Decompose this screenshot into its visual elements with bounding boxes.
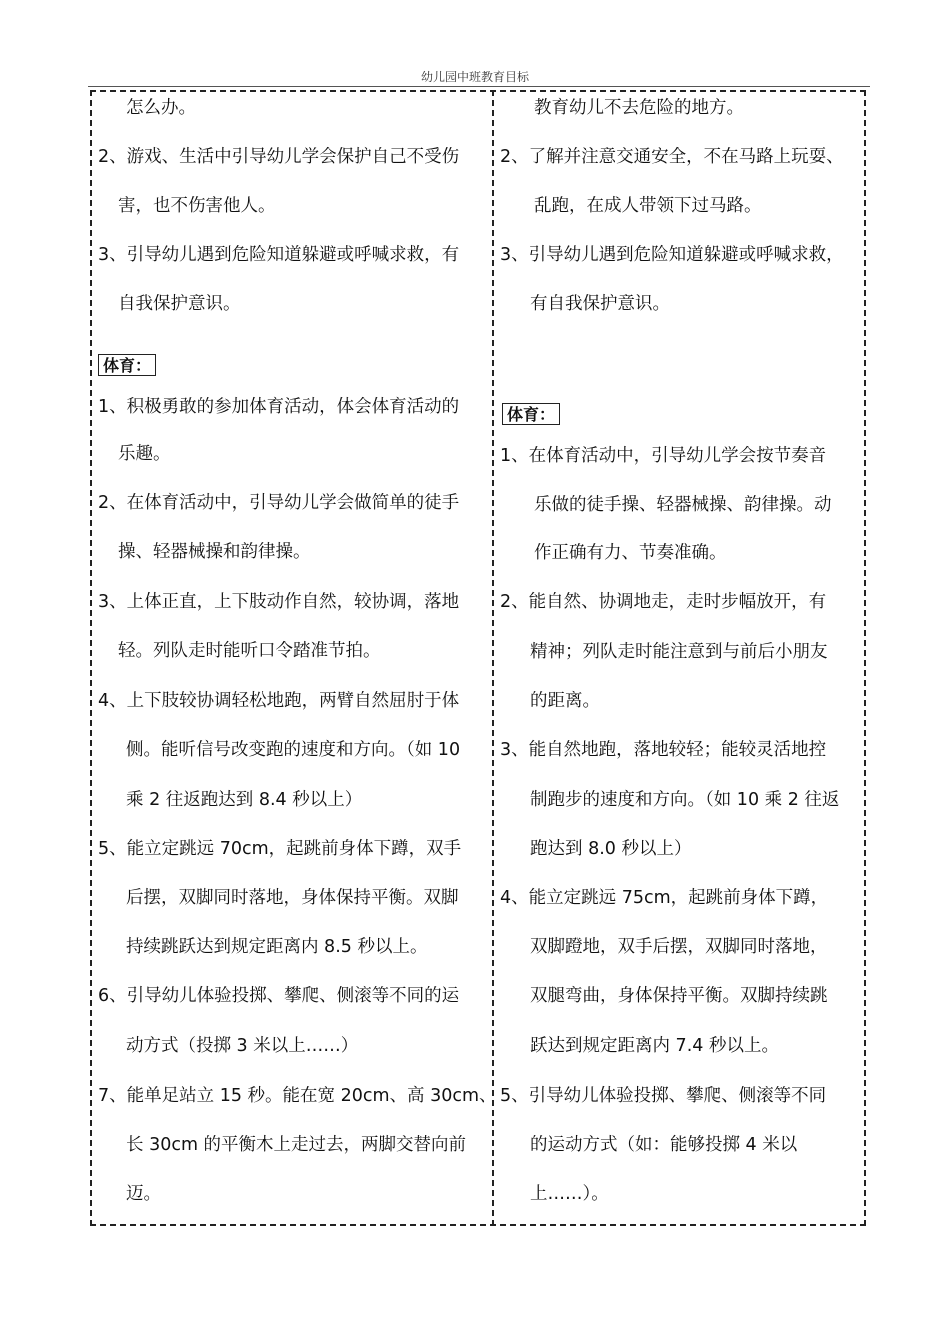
text-line: 作正确有力、节奏准确。 (534, 543, 727, 563)
text-line: 跑达到 8.0 秒以上） (530, 839, 692, 859)
list-item-3: 3、上体正直，上下肢动作自然，较协调，落地 (98, 592, 460, 612)
list-item-1: 1、在体育活动中，引导幼儿学会按节奏音 (500, 446, 827, 466)
text-line: 迈。 (126, 1184, 161, 1204)
text-line: 轻。列队走时能听口令踏准节拍。 (118, 641, 381, 661)
text-line: 乱跑，在成人带领下过马路。 (534, 196, 762, 216)
text-line: 怎么办。 (126, 98, 196, 118)
section-badge-pe: 体育： (502, 403, 560, 425)
text-line: 精神；列队走时能注意到与前后小朋友 (530, 642, 828, 662)
list-item-2: 2、了解并注意交通安全，不在马路上玩耍、 (500, 147, 844, 167)
text-line: 上……）。 (530, 1184, 609, 1204)
section-badge-pe: 体育： (98, 354, 156, 376)
text-line: 的运动方式（如：能够投掷 4 米以 (530, 1135, 798, 1155)
text-line: 有自我保护意识。 (530, 294, 670, 314)
list-item-3: 3、能自然地跑，落地较轻；能较灵活地控 (500, 740, 827, 760)
text-line: 双腿弯曲，身体保持平衡。双脚持续跳 (530, 986, 828, 1006)
text-line: 侧。能听信号改变跑的速度和方向。（如 10 (126, 740, 461, 760)
text-line: 自我保护意识。 (118, 294, 241, 314)
list-item-3: 3、引导幼儿遇到危险知道躲避或呼喊求救， (500, 245, 844, 265)
text-line: 跃达到规定距离内 7.4 秒以上。 (530, 1036, 779, 1056)
list-item-7: 7、能单足站立 15 秒。能在宽 20cm、高 30cm、 (98, 1086, 497, 1106)
list-item-6: 6、引导幼儿体验投掷、攀爬、侧滚等不同的运 (98, 986, 460, 1006)
column-divider (492, 90, 494, 1226)
list-item-5: 5、能立定跳远 70cm，起跳前身体下蹲，双手 (98, 839, 462, 859)
list-item-2: 2、能自然、协调地走，走时步幅放开，有 (500, 592, 827, 612)
list-item-4: 4、能立定跳远 75cm，起跳前身体下蹲， (500, 888, 829, 908)
text-line: 乘 2 往返跑达到 8.4 秒以上） (126, 790, 363, 810)
text-line: 乐做的徒手操、轻器械操、韵律操。动 (534, 495, 832, 515)
text-line: 长 30cm 的平衡木上走过去，两脚交替向前 (126, 1135, 467, 1155)
list-item-5: 5、引导幼儿体验投掷、攀爬、侧滚等不同 (500, 1086, 827, 1106)
list-item-1: 1、积极勇敢的参加体育活动，体会体育活动的 (98, 397, 460, 417)
list-item-2: 2、游戏、生活中引导幼儿学会保护自己不受伤 (98, 147, 460, 167)
text-line: 持续跳跃达到规定距离内 8.5 秒以上。 (126, 937, 428, 957)
text-line: 的距离。 (530, 691, 600, 711)
list-item-3: 3、引导幼儿遇到危险知道躲避或呼喊求救，有 (98, 245, 460, 265)
text-line: 双脚蹬地，双手后摆，双脚同时落地， (530, 937, 828, 957)
text-line: 教育幼儿不去危险的地方。 (534, 98, 744, 118)
text-line: 制跑步的速度和方向。（如 10 乘 2 往返 (530, 790, 840, 810)
text-line: 害，也不伤害他人。 (118, 196, 276, 216)
text-line: 后摆，双脚同时落地，身体保持平衡。双脚 (126, 888, 459, 908)
text-line: 操、轻器械操和韵律操。 (118, 542, 311, 562)
list-item-2: 2、在体育活动中，引导幼儿学会做简单的徒手 (98, 493, 460, 513)
list-item-4: 4、上下肢较协调轻松地跑，两臂自然屈肘于体 (98, 691, 460, 711)
page-header-title: 幼儿园中班教育目标 (420, 70, 529, 84)
text-line: 动方式（投掷 3 米以上……） (126, 1036, 359, 1056)
text-line: 乐趣。 (118, 444, 171, 464)
